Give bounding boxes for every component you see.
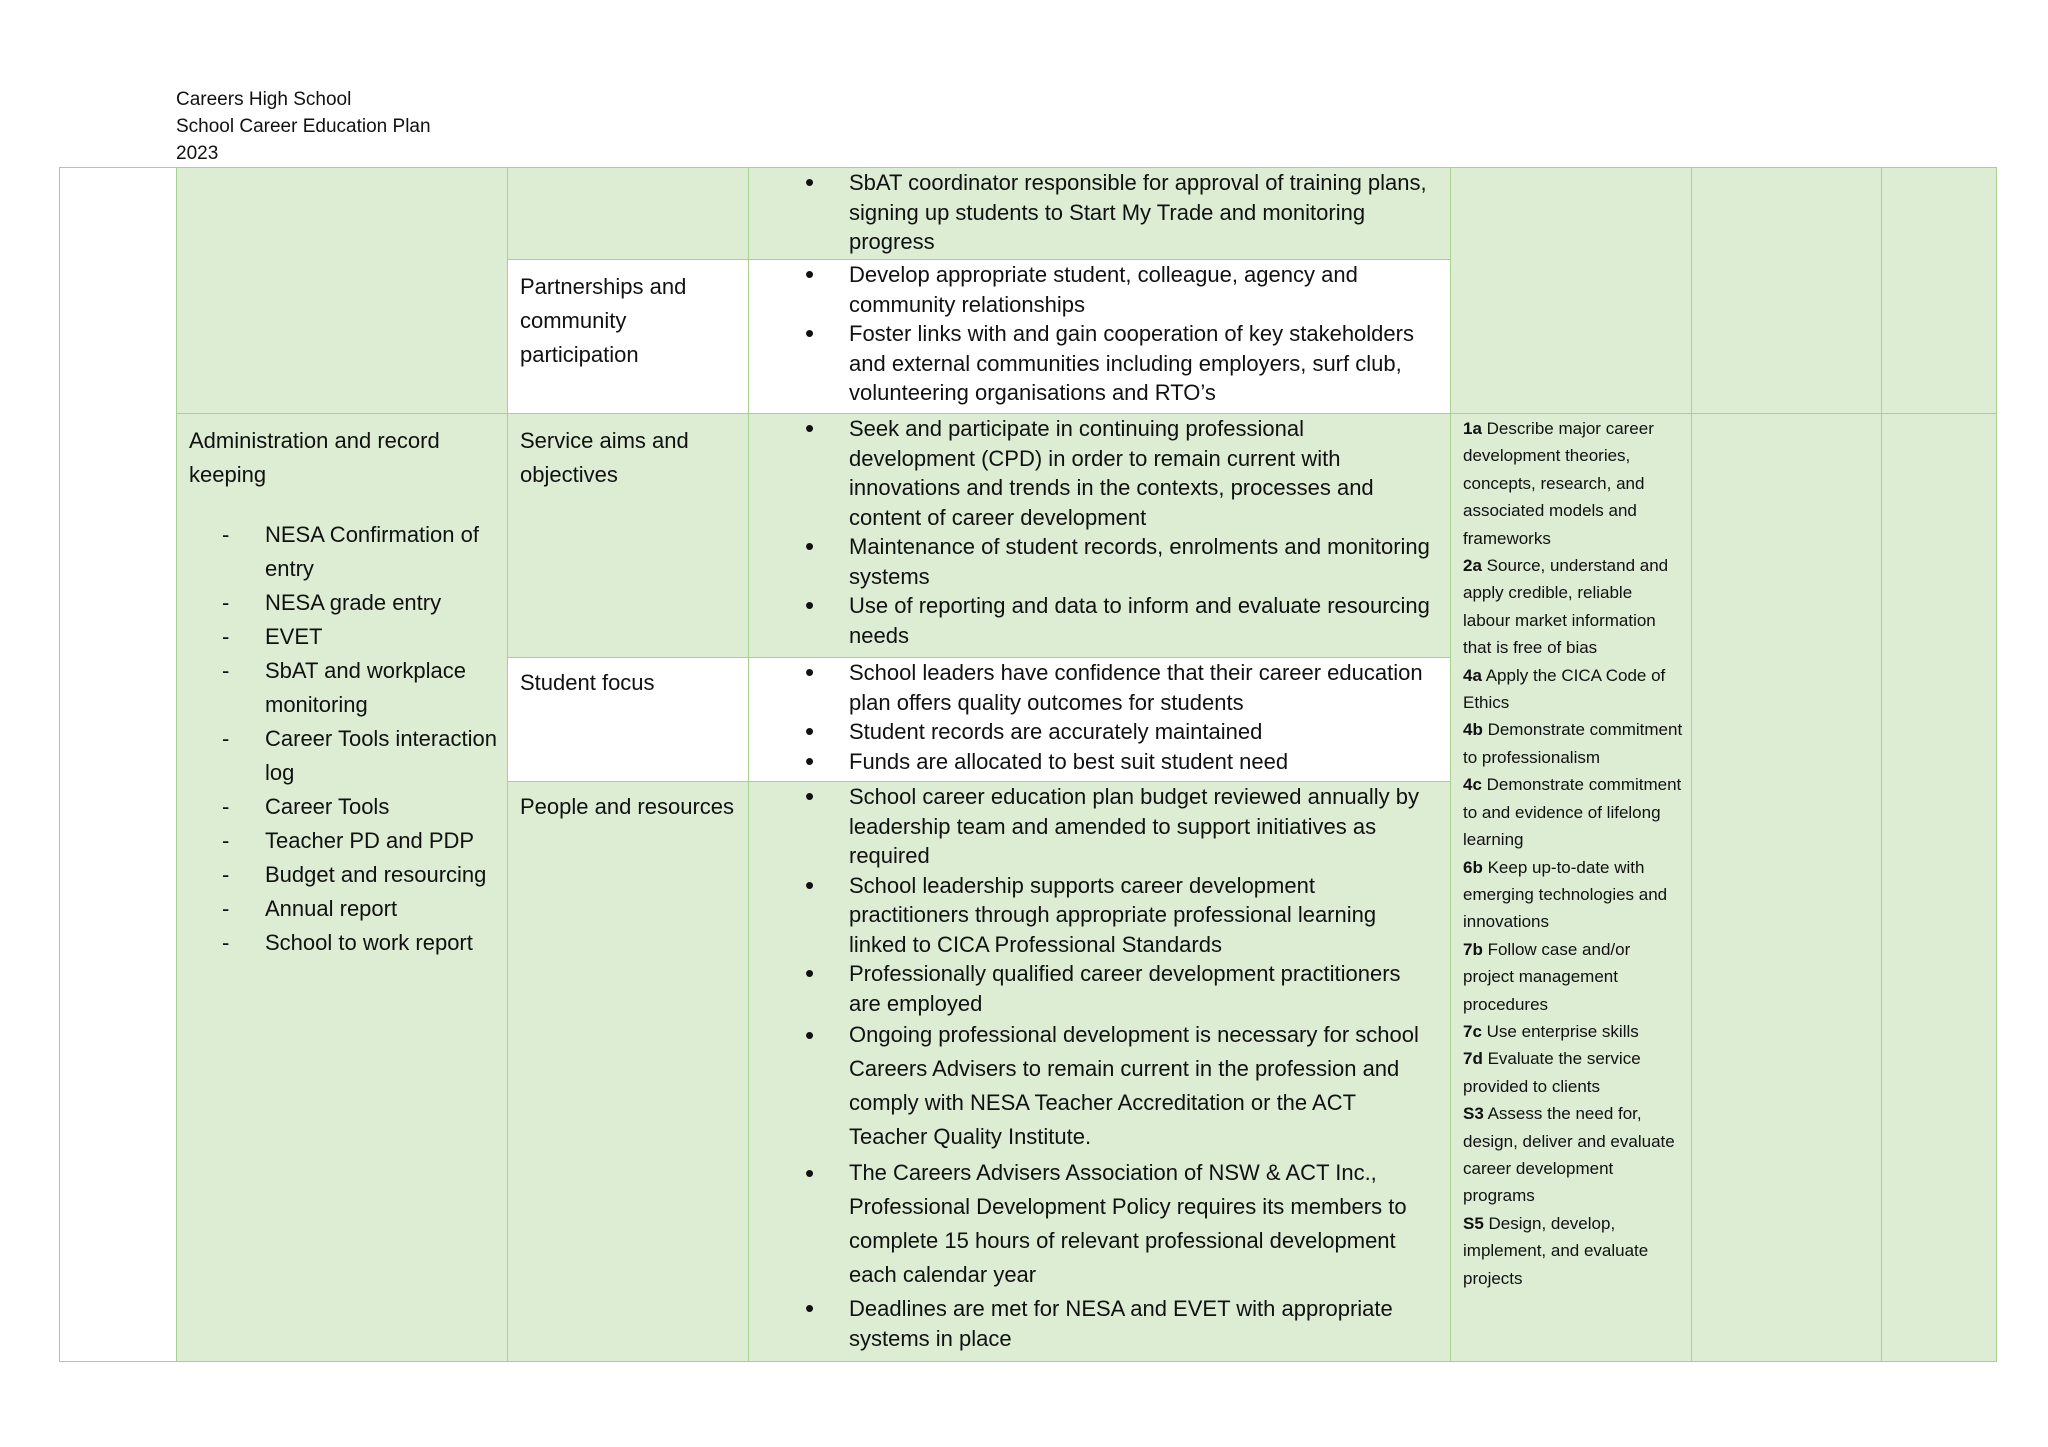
service-aims-strategies-cell <box>749 414 1451 658</box>
empty-area-cell <box>508 168 749 260</box>
student-focus-strategies-cell <box>749 658 1451 782</box>
sbat-list <box>749 168 1450 257</box>
list-item: - NESA grade entry <box>177 586 507 620</box>
list-item: - NESA Confirmation of entry <box>177 518 507 586</box>
standard-item: 4c Demonstrate commitment to and evidence of lifelong learning <box>1463 775 1682 850</box>
document-header <box>176 86 431 167</box>
list-item: • Develop appropriate student, colleague, agency and community relationships <box>749 260 1450 319</box>
student-focus-area-cell <box>508 658 749 782</box>
people-resources-strategies-cell <box>749 782 1451 1362</box>
list-item: - Budget and resourcing <box>177 858 507 892</box>
list-item: • Use of reporting and data to inform and evaluate resourcing needs <box>749 591 1450 650</box>
list-item: • The Careers Advisers Association of NSW & ACT Inc., Professional Development Policy requires its members to complete 15 hours of relevant professional development each calendar year <box>749 1156 1450 1292</box>
list-item: - Career Tools interaction log <box>177 722 507 790</box>
table-row <box>60 414 1997 658</box>
list-item: • SbAT coordinator responsible for approval of training plans, signing up students to Start My Trade and monitoring progress <box>749 168 1450 257</box>
plan-title: School Career Education Plan <box>176 116 431 137</box>
empty-col7-cell <box>1882 414 1997 1362</box>
people-resources-list <box>749 782 1450 1018</box>
standard-item: 7d Evaluate the service provided to clients <box>1463 1049 1641 1096</box>
table-row <box>60 168 1997 260</box>
list-item: • Funds are allocated to best suit student need <box>749 747 1450 777</box>
empty-col7-cell <box>1882 168 1997 414</box>
service-aims-list <box>749 414 1450 650</box>
list-item: - School to work report <box>177 926 507 960</box>
standard-item: 1a Describe major career development theories, concepts, research, and associated models and frameworks <box>1463 419 1654 548</box>
list-item: • Seek and participate in continuing professional development (CPD) in order to remain current with innovations and trends in the contexts, processes and content of career development <box>749 414 1450 532</box>
empty-category-cell <box>177 168 508 414</box>
service-aims-area-cell <box>508 414 749 658</box>
standard-item: 7b Follow case and/or project management procedures <box>1463 939 1631 1014</box>
list-item: • Maintenance of student records, enrolments and monitoring systems <box>749 532 1450 591</box>
standard-item: 4b Demonstrate commitment to professionalism <box>1463 720 1683 767</box>
career-plan-table <box>59 167 1997 1362</box>
list-item: • Ongoing professional development is necessary for school Careers Advisers to remain current in the profession and comply with NESA Teacher Accreditation or the ACT Teacher Quality Institute. <box>749 1018 1450 1154</box>
list-item: • School career education plan budget reviewed annually by leadership team and amended to support initiatives as required <box>749 782 1450 871</box>
list-item: • Student records are accurately maintained <box>749 717 1450 747</box>
standard-item: 7c Use enterprise skills <box>1463 1021 1639 1041</box>
administration-sub-list <box>177 518 507 960</box>
standard-item: S3 Assess the need for, design, deliver and evaluate career development programs <box>1463 1104 1675 1206</box>
list-item: - SbAT and workplace monitoring <box>177 654 507 722</box>
standard-item: 4a Apply the CICA Code of Ethics <box>1463 665 1666 713</box>
plan-year: 2023 <box>176 143 219 164</box>
school-name: Careers High School <box>176 89 352 110</box>
list-item: • Deadlines are met for NESA and EVET with appropriate systems in place <box>749 1294 1450 1353</box>
partnerships-label: Partnerships and community participation <box>520 274 687 367</box>
empty-col6-cell <box>1692 414 1882 1362</box>
cica-standards-list <box>1451 414 1691 1292</box>
people-resources-label: People and resources <box>520 794 735 819</box>
list-item: • School leaders have confidence that their career education plan offers quality outcomes for students <box>749 658 1450 717</box>
standard-item: 6b Keep up-to-date with emerging technologies and innovations <box>1463 857 1668 932</box>
list-item: • School leadership supports career development practitioners through appropriate professional learning linked to CICA Professional Standards <box>749 871 1450 960</box>
list-item: - Career Tools <box>177 790 507 824</box>
administration-title: Administration and record keeping <box>189 428 440 487</box>
partnerships-list <box>749 260 1450 408</box>
people-resources-list-deadlines <box>749 1294 1450 1353</box>
student-focus-label: Student focus <box>520 670 655 695</box>
list-item: - Teacher PD and PDP <box>177 824 507 858</box>
partnerships-area-cell <box>508 260 749 414</box>
list-item: • Professionally qualified career development practitioners are employed <box>749 959 1450 1018</box>
people-resources-area-cell <box>508 782 749 1362</box>
sbat-strategies-cell <box>749 168 1451 260</box>
partnerships-strategies-cell <box>749 260 1451 414</box>
empty-first-column <box>60 168 177 1362</box>
cica-standards-cell <box>1451 414 1692 1362</box>
list-item: - Annual report <box>177 892 507 926</box>
standard-item: S5 Design, develop, implement, and evaluate projects <box>1463 1213 1649 1288</box>
empty-standards-cell <box>1451 168 1692 414</box>
people-resources-list-cpd <box>749 1018 1450 1292</box>
administration-cell <box>177 414 508 1362</box>
list-item: - EVET <box>177 620 507 654</box>
service-aims-label: Service aims and objectives <box>520 428 689 487</box>
standard-item: 2a Source, understand and apply credible, reliable labour market information that is free of bias <box>1463 556 1669 658</box>
empty-col6-cell <box>1692 168 1882 414</box>
student-focus-list <box>749 658 1450 776</box>
list-item: • Foster links with and gain cooperation of key stakeholders and external communities including employers, surf club, volunteering organisations and RTO’s <box>749 319 1450 408</box>
